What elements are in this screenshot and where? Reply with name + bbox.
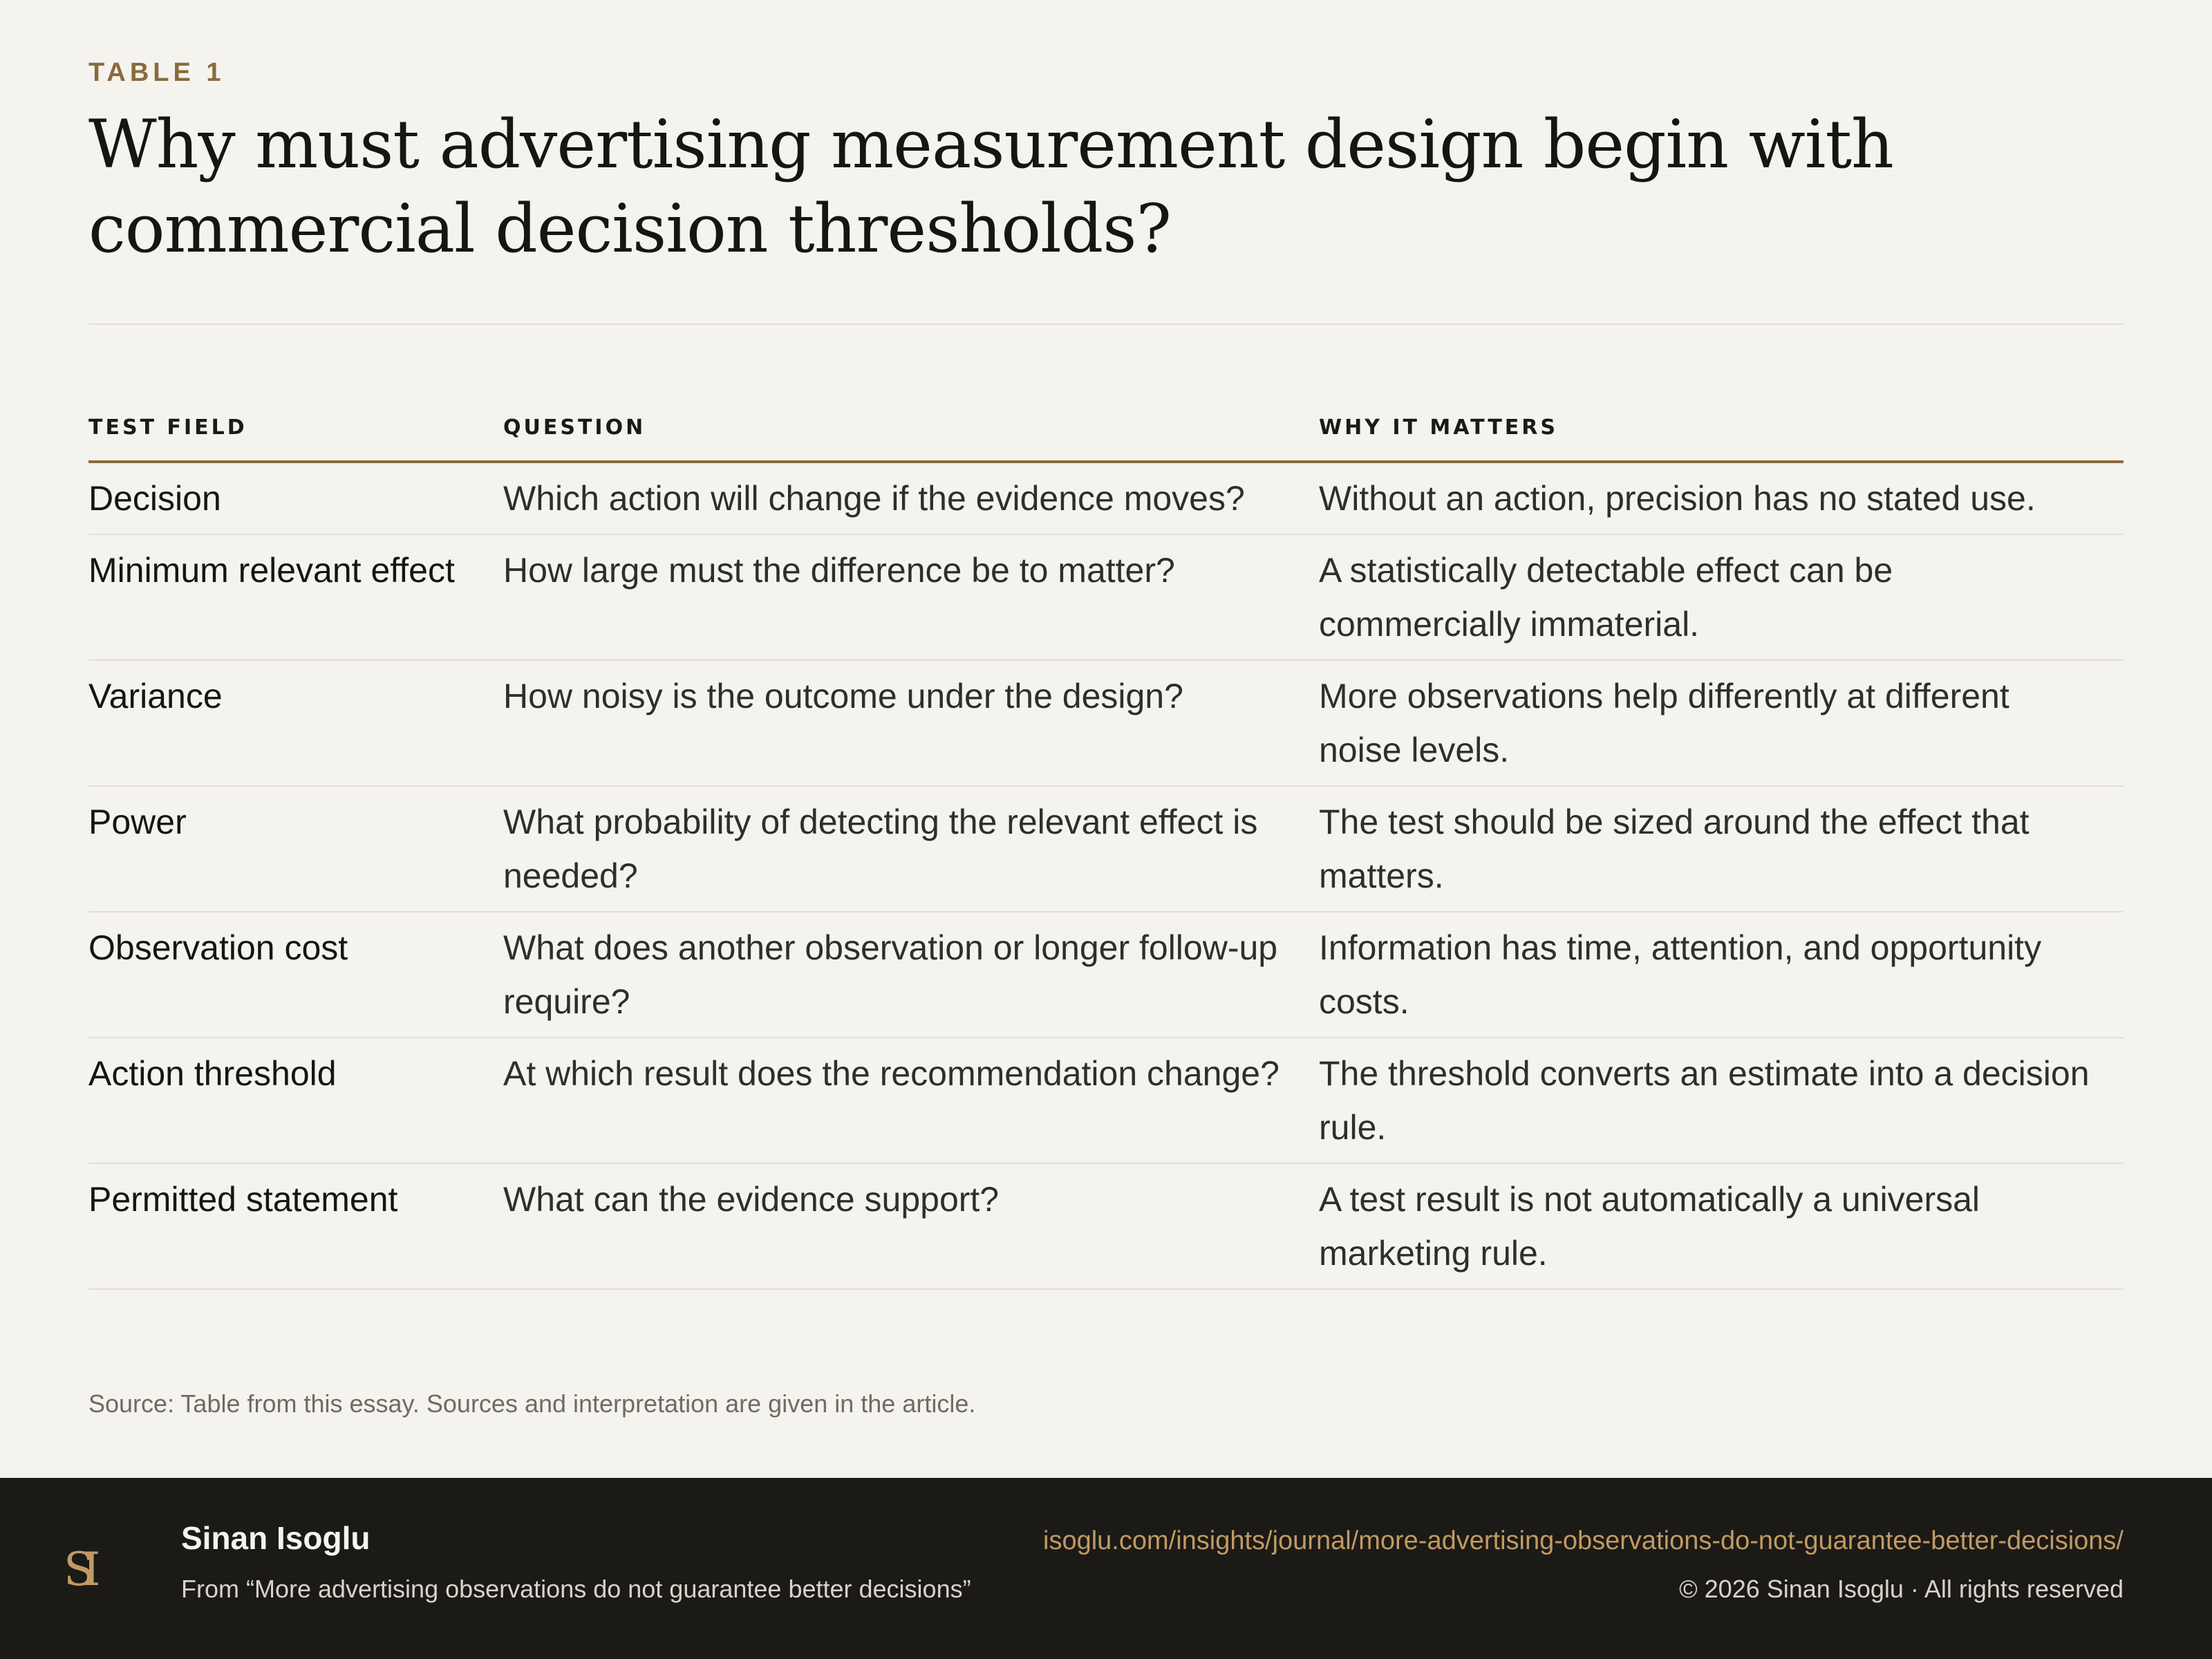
table-row [88, 534, 2124, 660]
page-title: Why must advertising measurement design begin with commercial decision thresholds? [88, 106, 1893, 268]
data-table [88, 412, 2124, 1290]
table-row [88, 462, 2124, 534]
table-header-row [88, 412, 2124, 462]
column-header-test-field: TEST FIELD [88, 412, 503, 462]
cell-test-field: Action threshold [88, 1038, 503, 1163]
source-note: Source: Table from this essay. Sources and interpretation are given in the article. [88, 1389, 976, 1418]
table-figure [88, 0, 2124, 1478]
copyright-notice: © 2026 Sinan Isoglu · All rights reserved [1679, 1575, 2124, 1603]
cell-why-it-matters: A statistically detectable effect can be commercially immaterial. [1319, 534, 2124, 660]
cell-why-it-matters: The threshold converts an estimate into a decision rule. [1319, 1038, 2124, 1163]
table-row [88, 912, 2124, 1038]
cell-why-it-matters: More observations help differently at different noise levels. [1319, 660, 2124, 786]
cell-test-field: Power [88, 786, 503, 912]
table-row [88, 660, 2124, 786]
title-divider [88, 324, 2124, 325]
cell-why-it-matters: Information has time, attention, and opportunity costs. [1319, 912, 2124, 1038]
cell-test-field: Observation cost [88, 912, 503, 1038]
author-name: Sinan Isoglu [181, 1520, 371, 1556]
cell-question: What does another observation or longer follow-up require? [503, 912, 1319, 1038]
article-link[interactable]: isoglu.com/insights/journal/more-advertising-observations-do-not-guarantee-better-decisions/ [1043, 1526, 2124, 1555]
cell-question: What probability of detecting the relevant effect is needed? [503, 786, 1319, 912]
cell-question: How large must the difference be to matter? [503, 534, 1319, 660]
cell-test-field: Permitted statement [88, 1163, 503, 1289]
cell-why-it-matters: The test should be sized around the effect that matters. [1319, 786, 2124, 912]
cell-question: At which result does the recommendation change? [503, 1038, 1319, 1163]
table-row [88, 786, 2124, 912]
cell-question: How noisy is the outcome under the design? [503, 660, 1319, 786]
table-row [88, 1163, 2124, 1289]
cell-question: What can the evidence support? [503, 1163, 1319, 1289]
logo-monogram: SI [64, 1543, 88, 1596]
footer [0, 1478, 2212, 1659]
column-header-question: QUESTION [503, 412, 1319, 462]
table-eyebrow: TABLE 1 [88, 58, 225, 87]
cell-test-field: Decision [88, 462, 503, 534]
cell-why-it-matters: A test result is not automatically a universal marketing rule. [1319, 1163, 2124, 1289]
cell-why-it-matters: Without an action, precision has no stated use. [1319, 462, 2124, 534]
table-row [88, 1038, 2124, 1163]
cell-question: Which action will change if the evidence moves? [503, 462, 1319, 534]
cell-test-field: Variance [88, 660, 503, 786]
cell-test-field: Minimum relevant effect [88, 534, 503, 660]
article-reference: From “More advertising observations do not guarantee better decisions” [181, 1575, 971, 1603]
column-header-why-it-matters: WHY IT MATTERS [1319, 412, 2124, 462]
